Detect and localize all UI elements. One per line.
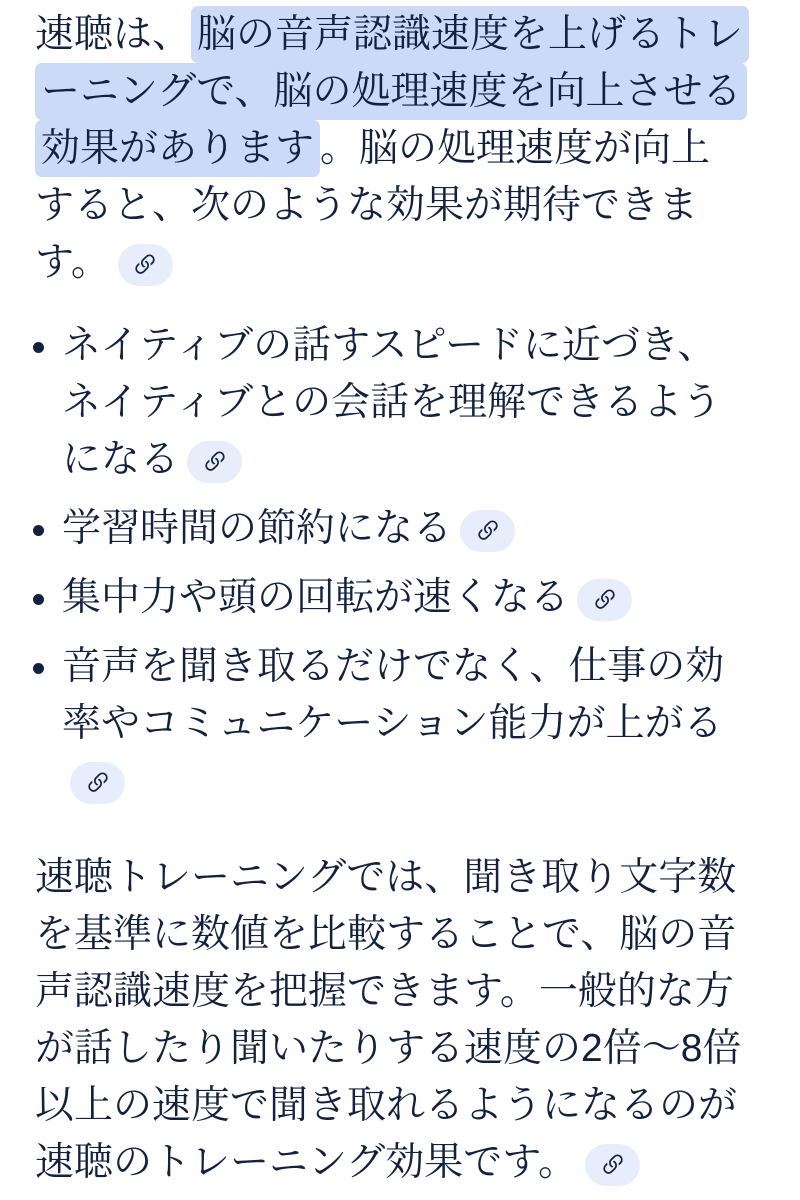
intro-paragraph <box>35 6 745 291</box>
link-icon <box>131 251 159 279</box>
link-badge[interactable] <box>577 579 632 621</box>
link-icon <box>591 586 619 614</box>
intro-text-after-highlight: 。脳の処理速度が向上すると、次のような効果が期待できます。 <box>35 127 711 284</box>
benefits-list <box>35 317 745 809</box>
list-item-text: 音声を聞き取るだけでなく、仕事の効率やコミュニケーション能力が上がる <box>62 645 725 745</box>
link-icon <box>599 1151 627 1179</box>
list-item-text: ネイティブの話すスピードに近づき、ネイティブとの会話を理解できるようになる <box>62 324 722 481</box>
highlighted-text: 脳の音声認識速度を上げるトレーニングで、脳の処理速度を向上させる効果があります <box>35 6 749 177</box>
list-item-text: 学習時間の節約になる <box>62 507 453 550</box>
list-item <box>62 638 745 809</box>
link-badge[interactable] <box>187 441 242 483</box>
list-item <box>62 500 745 557</box>
list-item <box>62 569 745 626</box>
list-item <box>62 317 745 488</box>
link-badge[interactable] <box>118 244 173 286</box>
link-icon <box>474 517 502 545</box>
summary-text: 速聴トレーニングでは、聞き取り文字数を基準に数値を比較することで、脳の音声認識速度を把握できます。一般的な方が話したり聞いたりする速度の2倍〜8倍以上の速度で聞き取れるようになるのが速聴のトレーニング効果です。 <box>35 856 742 1184</box>
link-badge[interactable] <box>460 510 515 552</box>
link-badge[interactable] <box>585 1144 640 1186</box>
intro-text-before-highlight: 速聴は、 <box>35 13 192 56</box>
list-item-text: 集中力や頭の回転が速くなる <box>62 576 570 619</box>
link-icon <box>201 448 229 476</box>
link-icon <box>84 769 112 797</box>
summary-paragraph <box>35 849 745 1191</box>
link-badge[interactable] <box>70 762 125 804</box>
